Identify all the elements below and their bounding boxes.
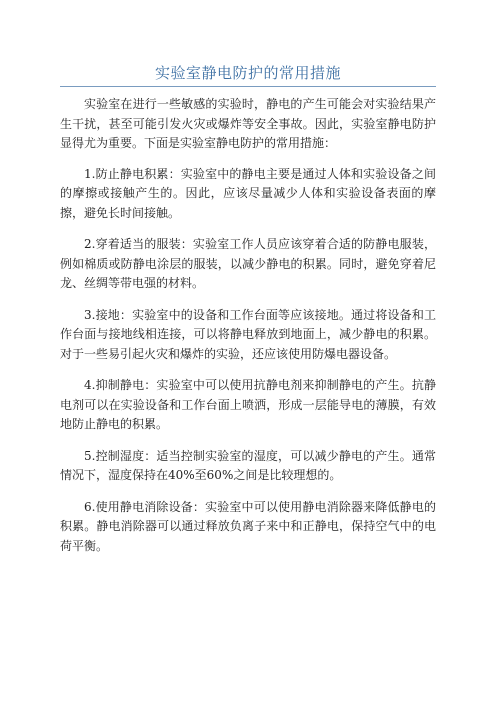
measure-paragraph-5: 5.控制湿度：适当控制实验室的湿度，可以减少静电的产生。通常情况下，湿度保持在40%至60%之间是比较理想的。 bbox=[60, 448, 436, 482]
document-body bbox=[60, 95, 436, 568]
document-title: 实验室静电防护的常用措施 bbox=[154, 64, 341, 82]
measure-paragraph-3: 3.接地：实验室中的设备和工作台面等应该接地。通过将设备和工作台面与接地线相连接，可以将静电释放到地面上，减少静电的积累。对于一些易引起火灾和爆炸的实验，还应该使用防爆电器设备。 bbox=[60, 307, 436, 361]
measure-paragraph-4: 4.抑制静电：实验室中可以使用抗静电剂来抑制静电的产生。抗静电剂可以在实验设备和工作台面上喷洒，形成一层能导电的薄膜，有效地防止静电的积累。 bbox=[60, 378, 436, 431]
measure-paragraph-2: 2.穿着适当的服装：实验室工作人员应该穿着合适的防静电服装，例如棉质或防静电涂层的服装，以减少静电的积累。同时，避免穿着尼龙、丝绸等带电强的材料。 bbox=[60, 237, 436, 290]
measure-paragraph-1: 1.防止静电积累：实验室中的静电主要是通过人体和实验设备之间的摩擦或接触产生的。因此，应该尽量减少人体和实验设备表面的摩擦，避免长时间接触。 bbox=[60, 166, 436, 220]
intro-paragraph: 实验室在进行一些敏感的实验时，静电的产生可能会对实验结果产生干扰，甚至可能引发火灾或爆炸等安全事故。因此，实验室静电防护显得尤为重要。下面是实验室静电防护的常用措施： bbox=[60, 97, 436, 150]
measure-paragraph-6: 6.使用静电消除设备：实验室中可以使用静电消除器来降低静电的积累。静电消除器可以通过释放负离子来中和正静电，保持空气中的电荷平衡。 bbox=[60, 499, 436, 553]
title-divider bbox=[60, 86, 436, 87]
